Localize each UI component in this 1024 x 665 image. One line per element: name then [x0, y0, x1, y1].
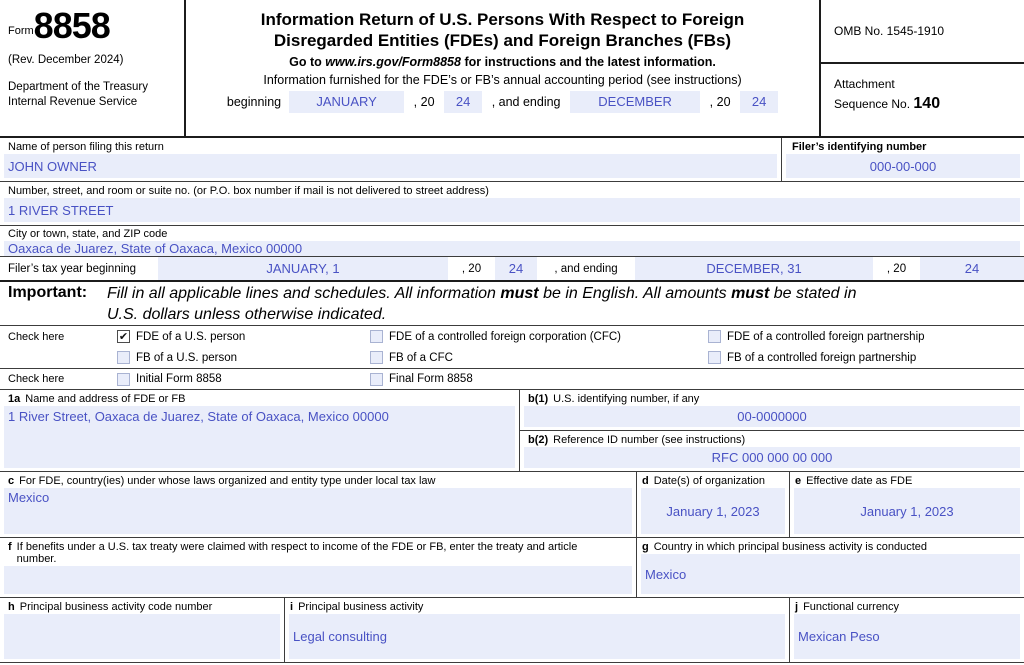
form-header — [0, 0, 1024, 138]
business-code-field[interactable] — [4, 614, 280, 659]
line-c-label-row — [0, 472, 636, 488]
entity-type-check-group — [0, 326, 1024, 369]
city-label: City or town, state, and ZIP code — [8, 228, 168, 240]
line-1a-b-section — [0, 390, 1024, 472]
country-organized-field[interactable]: Mexico — [4, 488, 632, 534]
ending-label: , and ending — [491, 94, 561, 109]
checkbox-icon[interactable] — [708, 351, 721, 364]
period-beginning-year-field[interactable]: 24 — [444, 91, 482, 113]
check-row-1 — [0, 326, 1024, 347]
check-row-2 — [0, 347, 1024, 368]
line-b1-number: b(1) — [528, 393, 549, 405]
period-ending-month-field[interactable]: DECEMBER — [570, 91, 700, 113]
checkbox-icon[interactable] — [370, 330, 383, 343]
line-d-cell — [637, 472, 790, 537]
checkbox-icon[interactable] — [370, 351, 383, 364]
filer-id-cell — [782, 138, 1024, 181]
line-j-cell — [790, 598, 1024, 662]
principal-business-activity-field[interactable]: Legal consulting — [289, 614, 785, 659]
attachment-line2 — [834, 93, 1024, 115]
line-1a-label: Name and address of FDE or FB — [25, 393, 186, 405]
filer-name-row — [0, 138, 1024, 182]
filer-name-label: Name of person filing this return — [8, 141, 164, 153]
form-title-block — [186, 0, 819, 136]
tax-year-row — [0, 257, 1024, 282]
line-1a-number: 1a — [8, 393, 21, 405]
checkbox-icon[interactable] — [708, 330, 721, 343]
tax-year-ending-label: , and ending — [554, 262, 618, 275]
check-final-form — [370, 373, 708, 386]
line-c-number: c — [8, 475, 15, 487]
line-b2-cell — [520, 431, 1024, 472]
line-hij-row — [0, 598, 1024, 663]
line-b1-label: U.S. identifying number, if any — [553, 393, 700, 405]
form-title-line1: Information Return of U.S. Persons With Respect to Foreign — [260, 10, 745, 29]
line-d-label-row — [637, 472, 789, 488]
filer-name-field[interactable]: JOHN OWNER — [4, 154, 777, 178]
line-e-cell — [790, 472, 1024, 537]
line-e-number: e — [795, 475, 802, 487]
line-e-label-row — [790, 472, 1024, 488]
line-i-label: Principal business activity — [298, 601, 424, 613]
checkbox-icon[interactable] — [117, 373, 130, 386]
street-cell — [0, 182, 1024, 225]
line-i-number: i — [290, 601, 294, 613]
agency-line1: Department of the Treasury — [8, 81, 148, 94]
check-fb-us-person — [117, 351, 370, 364]
check-label: FB of a U.S. person — [136, 351, 237, 364]
important-l1-t1: Fill in all applicable lines and schedules. All information — [107, 285, 496, 302]
fde-name-address-field[interactable]: 1 River Street, Oaxaca de Juarez, State of Oaxaca, Mexico 00000 — [4, 406, 515, 468]
line-g-label-row — [637, 538, 1024, 554]
important-l1-must1: must — [500, 285, 539, 302]
tax-year-end-year-field[interactable]: 24 — [920, 257, 1024, 280]
line-b2-label: Reference ID number (see instructions) — [553, 433, 746, 446]
omb-attachment-block — [819, 0, 1024, 136]
check-label: Initial Form 8858 — [136, 373, 222, 385]
line-j-label-row — [790, 598, 1024, 614]
attachment-line1: Attachment — [834, 77, 895, 91]
line-i-label-row — [285, 598, 789, 614]
form-id-block — [0, 0, 186, 136]
accounting-period-fields — [186, 91, 819, 113]
year-prefix-1: , 20 — [413, 94, 435, 109]
period-beginning-month-field[interactable]: JANUARY — [289, 91, 404, 113]
attachment-number: 140 — [913, 94, 941, 112]
period-ending-year-field[interactable]: 24 — [740, 91, 778, 113]
important-notice — [0, 282, 1024, 326]
important-line2: U.S. dollars unless otherwise indicated. — [107, 305, 387, 323]
line-b2-number: b(2) — [528, 433, 549, 446]
goto-suffix: for instructions and the latest information. — [464, 54, 716, 69]
check-fde-us-person — [117, 330, 370, 343]
important-l1-must2: must — [731, 285, 770, 302]
tax-year-begin-field[interactable]: JANUARY, 1 — [158, 257, 448, 280]
city-row — [0, 226, 1024, 257]
omb-number: OMB No. 1545-1910 — [821, 0, 1024, 64]
attachment-sequence — [821, 64, 1024, 136]
line-f-label-row — [0, 538, 600, 566]
check-label: FB of a CFC — [389, 351, 453, 364]
agency-name — [8, 80, 178, 109]
line-h-label: Principal business activity code number — [19, 601, 213, 613]
check-fde-cfp — [708, 330, 1024, 343]
check-label: FDE of a U.S. person — [136, 330, 246, 343]
line-b2-label-row — [520, 431, 1024, 447]
agency-line2: Internal Revenue Service — [8, 95, 138, 108]
line-h-label-row — [0, 598, 284, 614]
line-e-label: Effective date as FDE — [806, 475, 913, 487]
tax-year-prefix-2: , 20 — [886, 262, 907, 275]
tax-year-begin-year-field[interactable]: 24 — [495, 257, 537, 280]
check-label: FB of a controlled foreign partnership — [727, 351, 917, 364]
beginning-label: beginning — [226, 94, 282, 109]
line-h-number: h — [8, 601, 15, 613]
tax-year-prefix-1: , 20 — [461, 262, 482, 275]
form-revision: (Rev. December 2024) — [8, 54, 124, 67]
line-g-cell — [637, 538, 1024, 597]
city-cell — [0, 226, 1024, 256]
check-label: Final Form 8858 — [389, 373, 473, 385]
irs-url[interactable]: www.irs.gov/Form8858 — [325, 54, 461, 69]
line-g-label: Country in which principal business activity is conducted — [653, 541, 928, 553]
date-of-organization-field[interactable]: January 1, 2023 — [641, 488, 785, 534]
important-text — [107, 284, 856, 325]
check-label: FDE of a controlled foreign partnership — [727, 330, 925, 343]
form-status-check-row — [0, 369, 1024, 390]
check-fb-cfp — [708, 351, 1024, 364]
line-j-label: Functional currency — [803, 601, 900, 613]
accounting-period-line: Information furnished for the FDE’s or FB’s annual accounting period (see instructions) — [263, 72, 742, 87]
filer-id-field[interactable]: 000-00-000 — [786, 154, 1020, 178]
attachment-label: Sequence No. — [834, 96, 911, 111]
street-label: Number, street, and room or suite no. (or P.O. box number if mail is not delivered to street address) — [8, 185, 489, 197]
tax-year-end-field[interactable]: DECEMBER, 31 — [635, 257, 873, 280]
important-l1-t3: be stated in — [773, 285, 857, 302]
line-j-number: j — [795, 601, 799, 613]
functional-currency-field[interactable]: Mexican Peso — [794, 614, 1020, 659]
us-identifying-number-field[interactable]: 00-0000000 — [524, 406, 1020, 427]
checkbox-icon[interactable] — [370, 373, 383, 386]
line-b1-label-row — [520, 390, 1024, 406]
important-line1 — [107, 284, 856, 305]
important-l1-t2: be in English. All amounts — [543, 285, 727, 302]
check-fde-cfc — [370, 330, 708, 343]
form-title — [186, 9, 819, 52]
year-prefix-2: , 20 — [709, 94, 731, 109]
important-label: Important: — [8, 284, 88, 301]
line-f-number: f — [8, 541, 12, 553]
line-h-cell — [0, 598, 285, 662]
line-g-number: g — [642, 541, 649, 553]
line-f-label: If benefits under a U.S. tax treaty were claimed with respect to income of the FDE or FB, enter the treaty and article number. — [16, 541, 578, 565]
treaty-article-field[interactable] — [4, 566, 632, 594]
city-field[interactable]: Oaxaca de Juarez, State of Oaxaca, Mexico 00000 — [4, 241, 1020, 256]
line-c-label: For FDE, country(ies) under whose laws organized and entity type under local tax law — [19, 475, 436, 487]
checkbox-icon[interactable] — [117, 351, 130, 364]
check-initial-form — [117, 373, 370, 386]
tax-year-label: Filer’s tax year beginning — [8, 262, 137, 275]
street-row — [0, 182, 1024, 226]
instructions-link-line — [186, 55, 819, 69]
form-number: 8858 — [33, 5, 110, 46]
line-d-number: d — [642, 475, 649, 487]
filer-name-cell — [0, 138, 782, 181]
check-label: FDE of a controlled foreign corporation (CFC) — [389, 330, 622, 343]
line-c-cell — [0, 472, 637, 537]
goto-prefix: Go to — [289, 54, 322, 69]
line-1a-label-row — [0, 390, 519, 406]
check-fb-cfc — [370, 351, 708, 364]
line-cde-row — [0, 472, 1024, 538]
line-b1-cell — [520, 390, 1024, 431]
form-word: Form — [8, 25, 34, 38]
line-f-cell — [0, 538, 637, 597]
reference-id-field[interactable]: RFC 000 000 00 000 — [524, 447, 1020, 469]
filer-id-label: Filer’s identifying number — [792, 141, 927, 153]
street-field[interactable]: 1 RIVER STREET — [4, 198, 1020, 222]
form-number-line — [8, 5, 178, 46]
effective-date-fde-field[interactable]: January 1, 2023 — [794, 488, 1020, 534]
business-country-field[interactable]: Mexico — [641, 554, 1020, 594]
check-here-label-1: Check here — [8, 330, 65, 343]
form-title-line2: Disregarded Entities (FDEs) and Foreign Branches (FBs) — [273, 31, 732, 51]
line-i-cell — [285, 598, 790, 662]
line-fg-row — [0, 538, 1024, 598]
line-1a-cell — [0, 390, 520, 471]
line-b-cells — [520, 390, 1024, 471]
check-here-label-2: Check here — [8, 373, 65, 385]
checkbox-checked-icon[interactable]: ✔ — [118, 331, 129, 343]
line-d-label: Date(s) of organization — [653, 475, 766, 487]
